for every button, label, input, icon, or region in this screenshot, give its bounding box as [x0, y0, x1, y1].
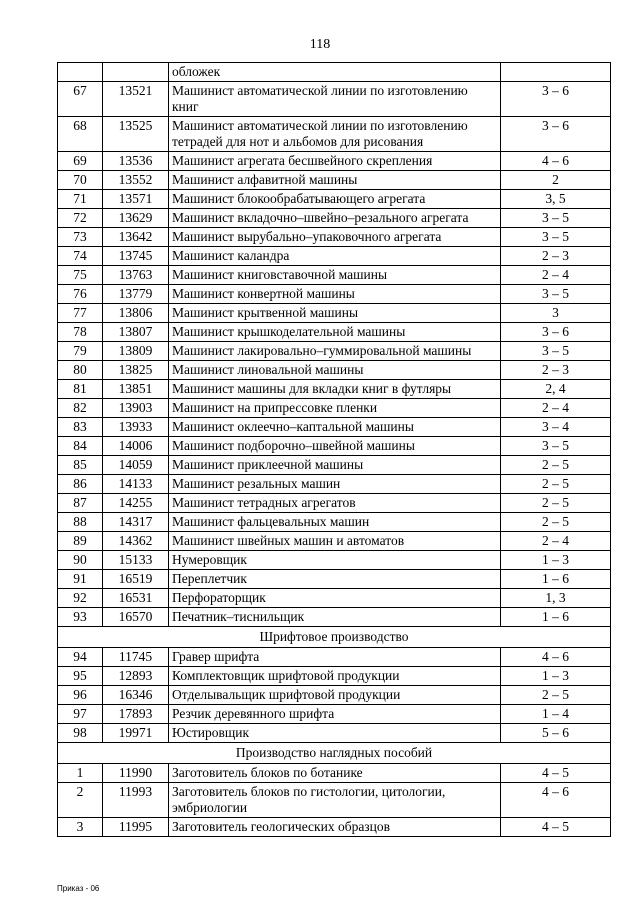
range-cell: 3 – 5	[501, 285, 611, 304]
range-cell: 3 – 5	[501, 209, 611, 228]
num-cell: 81	[58, 380, 103, 399]
code-cell: 12893	[103, 667, 169, 686]
table-row	[58, 209, 611, 228]
name-cell: Машинист крытвенной машины	[169, 304, 501, 323]
range-cell: 2 – 4	[501, 399, 611, 418]
code-cell: 13903	[103, 399, 169, 418]
table-body	[58, 63, 611, 837]
num-cell: 69	[58, 152, 103, 171]
range-cell	[501, 63, 611, 82]
name-cell: Гравер шрифта	[169, 648, 501, 667]
range-cell: 2 – 5	[501, 475, 611, 494]
table-row	[58, 399, 611, 418]
range-cell: 2 – 4	[501, 532, 611, 551]
name-cell: Печатник–тиснильщик	[169, 608, 501, 627]
code-cell: 11995	[103, 818, 169, 837]
num-cell: 67	[58, 82, 103, 117]
name-cell: обложек	[169, 63, 501, 82]
name-cell: Перфораторщик	[169, 589, 501, 608]
code-cell: 13807	[103, 323, 169, 342]
num-cell	[58, 63, 103, 82]
num-cell: 74	[58, 247, 103, 266]
code-cell: 13809	[103, 342, 169, 361]
num-cell: 72	[58, 209, 103, 228]
table-row	[58, 456, 611, 475]
range-cell: 3 – 5	[501, 342, 611, 361]
num-cell: 90	[58, 551, 103, 570]
code-cell: 16531	[103, 589, 169, 608]
name-cell: Машинист лакировально–гуммировальной машины	[169, 342, 501, 361]
code-cell: 16346	[103, 686, 169, 705]
name-cell: Комплектовщик шрифтовой продукции	[169, 667, 501, 686]
code-cell: 13745	[103, 247, 169, 266]
range-cell: 3 – 5	[501, 437, 611, 456]
name-cell: Машинист фальцевальных машин	[169, 513, 501, 532]
table-row	[58, 764, 611, 783]
table-row	[58, 513, 611, 532]
code-cell: 14255	[103, 494, 169, 513]
table-row	[58, 648, 611, 667]
code-cell: 14362	[103, 532, 169, 551]
name-cell: Машинист приклеечной машины	[169, 456, 501, 475]
table-row	[58, 380, 611, 399]
table-row	[58, 437, 611, 456]
range-cell: 2 – 4	[501, 266, 611, 285]
name-cell: Машинист каландра	[169, 247, 501, 266]
num-cell: 2	[58, 783, 103, 818]
num-cell: 85	[58, 456, 103, 475]
code-cell: 13525	[103, 117, 169, 152]
table-row	[58, 608, 611, 627]
range-cell: 3, 5	[501, 190, 611, 209]
num-cell: 88	[58, 513, 103, 532]
code-cell: 11745	[103, 648, 169, 667]
table-row	[58, 304, 611, 323]
code-cell: 13779	[103, 285, 169, 304]
table-row	[58, 342, 611, 361]
code-cell: 13536	[103, 152, 169, 171]
table-row	[58, 266, 611, 285]
section-header-row	[58, 627, 611, 648]
range-cell: 2, 4	[501, 380, 611, 399]
code-cell: 13571	[103, 190, 169, 209]
num-cell: 87	[58, 494, 103, 513]
name-cell: Машинист машины для вкладки книг в футляры	[169, 380, 501, 399]
name-cell: Нумеровщик	[169, 551, 501, 570]
code-cell: 13763	[103, 266, 169, 285]
num-cell: 68	[58, 117, 103, 152]
name-cell: Машинист агрегата бесшвейного скрепления	[169, 152, 501, 171]
name-cell: Машинист резальных машин	[169, 475, 501, 494]
code-cell: 11990	[103, 764, 169, 783]
page-number: 118	[309, 37, 331, 52]
range-cell: 3 – 4	[501, 418, 611, 437]
range-cell: 3 – 6	[501, 323, 611, 342]
code-cell: 16570	[103, 608, 169, 627]
name-cell: Машинист на припрессовке пленки	[169, 399, 501, 418]
table-row	[58, 783, 611, 818]
table-row	[58, 82, 611, 117]
num-cell: 75	[58, 266, 103, 285]
range-cell: 2 – 3	[501, 247, 611, 266]
num-cell: 70	[58, 171, 103, 190]
num-cell: 93	[58, 608, 103, 627]
range-cell: 4 – 6	[501, 648, 611, 667]
table-row	[58, 818, 611, 837]
range-cell: 1 – 6	[501, 608, 611, 627]
code-cell: 13629	[103, 209, 169, 228]
table-row	[58, 323, 611, 342]
num-cell: 3	[58, 818, 103, 837]
range-cell: 2 – 3	[501, 361, 611, 380]
name-cell: Машинист книговставочной машины	[169, 266, 501, 285]
code-cell: 13642	[103, 228, 169, 247]
num-cell: 84	[58, 437, 103, 456]
name-cell: Машинист вкладочно–швейно–резального агрегата	[169, 209, 501, 228]
table-row	[58, 724, 611, 743]
name-cell: Машинист оклеечно–каптальной машины	[169, 418, 501, 437]
code-cell: 13851	[103, 380, 169, 399]
name-cell: Машинист вырубально–упаковочного агрегата	[169, 228, 501, 247]
range-cell: 1 – 3	[501, 667, 611, 686]
num-cell: 94	[58, 648, 103, 667]
range-cell: 1, 3	[501, 589, 611, 608]
num-cell: 82	[58, 399, 103, 418]
num-cell: 79	[58, 342, 103, 361]
range-cell: 5 – 6	[501, 724, 611, 743]
range-cell: 4 – 6	[501, 783, 611, 818]
table-row	[58, 551, 611, 570]
table-row	[58, 247, 611, 266]
name-cell: Отделывальщик шрифтовой продукции	[169, 686, 501, 705]
table-row	[58, 532, 611, 551]
code-cell: 14317	[103, 513, 169, 532]
name-cell: Машинист алфавитной машины	[169, 171, 501, 190]
num-cell: 95	[58, 667, 103, 686]
num-cell: 71	[58, 190, 103, 209]
name-cell: Машинист блокообрабатывающего агрегата	[169, 190, 501, 209]
name-cell: Юстировщик	[169, 724, 501, 743]
num-cell: 86	[58, 475, 103, 494]
num-cell: 92	[58, 589, 103, 608]
code-cell: 14006	[103, 437, 169, 456]
name-cell: Заготовитель блоков по гистологии, цитологии, эмбриологии	[169, 783, 501, 818]
range-cell: 4 – 5	[501, 764, 611, 783]
code-cell: 16519	[103, 570, 169, 589]
code-cell: 13933	[103, 418, 169, 437]
num-cell: 89	[58, 532, 103, 551]
table-row	[58, 589, 611, 608]
range-cell: 2	[501, 171, 611, 190]
table-row	[58, 361, 611, 380]
range-cell: 2 – 5	[501, 494, 611, 513]
name-cell: Резчик деревянного шрифта	[169, 705, 501, 724]
table-row-continuation	[58, 63, 611, 82]
name-cell: Переплетчик	[169, 570, 501, 589]
name-cell: Заготовитель геологических образцов	[169, 818, 501, 837]
code-cell: 13825	[103, 361, 169, 380]
name-cell: Машинист автоматической линии по изготовлению тетрадей для нот и альбомов для рисования	[169, 117, 501, 152]
num-cell: 73	[58, 228, 103, 247]
table-row	[58, 117, 611, 152]
range-cell: 2 – 5	[501, 686, 611, 705]
num-cell: 1	[58, 764, 103, 783]
footer-note: Приказ - 06	[57, 884, 100, 893]
name-cell: Машинист автоматической линии по изготовлению книг	[169, 82, 501, 117]
range-cell: 2 – 5	[501, 456, 611, 475]
range-cell: 3	[501, 304, 611, 323]
code-cell: 14133	[103, 475, 169, 494]
range-cell: 4 – 6	[501, 152, 611, 171]
num-cell: 97	[58, 705, 103, 724]
professions-table	[57, 62, 611, 837]
num-cell: 83	[58, 418, 103, 437]
code-cell: 11993	[103, 783, 169, 818]
table-row	[58, 667, 611, 686]
section-header-row	[58, 743, 611, 764]
table-row	[58, 171, 611, 190]
code-cell: 13552	[103, 171, 169, 190]
range-cell: 1 – 4	[501, 705, 611, 724]
name-cell: Машинист швейных машин и автоматов	[169, 532, 501, 551]
table-row	[58, 285, 611, 304]
range-cell: 1 – 6	[501, 570, 611, 589]
code-cell: 14059	[103, 456, 169, 475]
range-cell: 2 – 5	[501, 513, 611, 532]
code-cell: 17893	[103, 705, 169, 724]
num-cell: 78	[58, 323, 103, 342]
table-row	[58, 705, 611, 724]
range-cell: 3 – 5	[501, 228, 611, 247]
name-cell: Машинист тетрадных агрегатов	[169, 494, 501, 513]
table-row	[58, 190, 611, 209]
section-title: Производство наглядных пособий	[58, 743, 611, 764]
num-cell: 77	[58, 304, 103, 323]
num-cell: 80	[58, 361, 103, 380]
num-cell: 98	[58, 724, 103, 743]
code-cell: 19971	[103, 724, 169, 743]
table-row	[58, 570, 611, 589]
code-cell	[103, 63, 169, 82]
table-row	[58, 494, 611, 513]
name-cell: Машинист конвертной машины	[169, 285, 501, 304]
name-cell: Машинист крышкоделательной машины	[169, 323, 501, 342]
name-cell: Заготовитель блоков по ботанике	[169, 764, 501, 783]
table-row	[58, 686, 611, 705]
num-cell: 96	[58, 686, 103, 705]
num-cell: 76	[58, 285, 103, 304]
code-cell: 13521	[103, 82, 169, 117]
range-cell: 3 – 6	[501, 117, 611, 152]
table-row	[58, 475, 611, 494]
name-cell: Машинист подборочно–швейной машины	[169, 437, 501, 456]
range-cell: 3 – 6	[501, 82, 611, 117]
name-cell: Машинист линовальной машины	[169, 361, 501, 380]
range-cell: 4 – 5	[501, 818, 611, 837]
range-cell: 1 – 3	[501, 551, 611, 570]
table-row	[58, 152, 611, 171]
num-cell: 91	[58, 570, 103, 589]
code-cell: 13806	[103, 304, 169, 323]
table-row	[58, 418, 611, 437]
table-row	[58, 228, 611, 247]
code-cell: 15133	[103, 551, 169, 570]
section-title: Шрифтовое производство	[58, 627, 611, 648]
